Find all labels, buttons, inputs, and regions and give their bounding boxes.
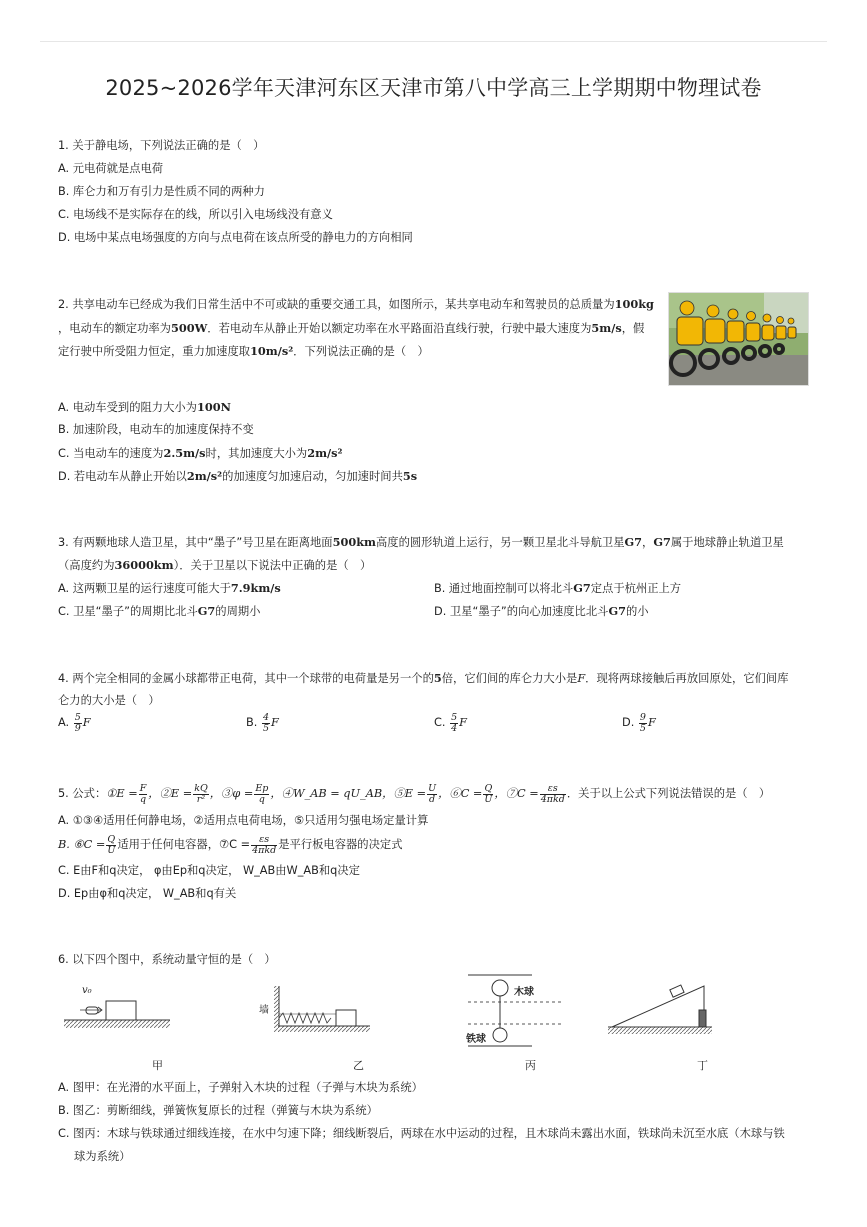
figure-ding bbox=[606, 980, 716, 1040]
q6-option-b: B. 图乙：剪断细线，弹簧恢复原长的过程（弹簧与木块为系统） bbox=[58, 1104, 378, 1117]
q6-option-c-line1: C. 图丙：木球与铁球通过细线连接，在水中匀速下降；细线断裂后，两球在水中运动的过程，且木球尚未露出水面，铁球尚未沉至水底（木球与铁 bbox=[58, 1127, 785, 1140]
q3-option-d: D. 卫星“墨子”的向心加速度比北斗G7的小 bbox=[434, 604, 649, 618]
q2-option-a: A. 电动车受到的阻力大小为100N bbox=[58, 400, 231, 414]
q2-stem-line2: ，电动车的额定功率为500W．若电动车从静止开始以额定功率在水平路面沿直线行驶，行驶中最大速度为5m/s，假 bbox=[58, 321, 645, 335]
q3-stem-line2: （高度约为36000km）．关于卫星以下说法中正确的是（ ） bbox=[58, 558, 372, 572]
q2-option-d: D. 若电动车从静止开始以2m/s²的加速度匀加速启动，匀加速时间共5s bbox=[58, 469, 418, 483]
q2-option-b: B. 加速阶段，电动车的加速度保持不变 bbox=[58, 423, 254, 436]
wall-label: 墙 bbox=[259, 1005, 269, 1016]
q2-stem-line3: 定行驶中所受阻力恒定，重力加速度取10m/s²．下列说法正确的是（ ） bbox=[58, 344, 429, 358]
q3-option-b: B. 通过地面控制可以将北斗G7定点于杭州正上方 bbox=[434, 581, 682, 595]
iron-ball-label: 铁球 bbox=[466, 1034, 486, 1045]
figure-label-yi: 乙 bbox=[353, 1059, 364, 1072]
v0-label: v₀ bbox=[82, 985, 92, 996]
page-title: 2025~2026学年天津河东区天津市第八中学高三上学期期中物理试卷 bbox=[105, 76, 762, 100]
q1-stem: 1. 关于静电场，下列说法正确的是（ ） bbox=[58, 139, 265, 152]
q4-option-c: C. $\frac{5}{4}$ F bbox=[434, 711, 467, 734]
q2-stem-line1: 2. 共享电动车已经成为我们日常生活中不可或缺的重要交通工具，如图所示，某共享电动车和驾驶员的总质量为100kg bbox=[58, 297, 654, 311]
q6-option-c-line2: 球为系统） bbox=[74, 1150, 131, 1163]
q3-option-a: A. 这两颗卫星的运行速度可能大于7.9km/s bbox=[58, 581, 281, 595]
figure-yi bbox=[258, 984, 373, 1034]
shared-e-bikes-photo bbox=[668, 292, 809, 386]
figure-label-jia: 甲 bbox=[152, 1059, 163, 1072]
q4-stem-line2: 仑力的大小是（ ） bbox=[58, 694, 160, 707]
q5-stem: 5. 公式：①E = $\frac{F}{q}$ ，②E = $\frac{kQ}{\text{r²}}$ ，③φ = $\frac{Ep}{q}$ ，④W_AB = qU_AB，⑤E = $\frac{U}{d}$ ，⑥C = $\frac{Q}{U}$ ，⑦C = $\frac{\varepsilon s}{\text{4πkd}}$ ．关于以上公式下列说法错误的是（ ） bbox=[58, 782, 771, 805]
q4-option-d: D. $\frac{9}{5}$ F bbox=[622, 711, 656, 734]
q1-option-d: D. 电场中某点电场强度的方向与点电荷在该点所受的静电力的方向相同 bbox=[58, 231, 413, 244]
q2-option-c: C. 当电动车的速度为2.5m/s时，其加速度大小为2m/s² bbox=[58, 446, 343, 460]
q5-option-a: A. ①③④适用任何静电场，②适用点电荷电场，⑤只适用匀强电场定量计算 bbox=[58, 814, 429, 827]
figure-label-bing: 丙 bbox=[525, 1059, 536, 1072]
q4-stem-line1: 4. 两个完全相同的金属小球都带正电荷，其中一个球带的电荷量是另一个的5倍，它们间的库仑力大小是F．现将两球接触后再放回原处，它们间库 bbox=[58, 671, 789, 685]
figure-jia bbox=[62, 984, 172, 1032]
figure-bing bbox=[466, 972, 566, 1048]
q4-option-a: A. $\frac{5}{9}$ F bbox=[58, 711, 91, 734]
q1-option-b: B. 库仑力和万有引力是性质不同的两种力 bbox=[58, 185, 265, 198]
q3-stem-line1: 3. 有两颗地球人造卫星，其中“墨子”号卫星在距离地面500km高度的圆形轨道上运行，另一颗卫星北斗导航卫星G7，G7属于地球静止轨道卫星 bbox=[58, 535, 784, 549]
top-divider bbox=[40, 41, 827, 42]
q1-option-c: C. 电场线不是实际存在的线，所以引入电场线没有意义 bbox=[58, 208, 333, 221]
q5-option-b: B. ⑥C = $\frac{Q}{U}$ 适用于任何电容器，⑦C = $\frac{\varepsilon s}{\text{4πkd}}$ 是平行板电容器的决定式 bbox=[58, 833, 403, 856]
q6-stem: 6. 以下四个图中，系统动量守恒的是（ ） bbox=[58, 953, 276, 966]
q6-option-a: A. 图甲：在光滑的水平面上，子弹射入木块的过程（子弹与木块为系统） bbox=[58, 1081, 423, 1094]
q4-option-b: B. $\frac{4}{5}$ F bbox=[246, 711, 279, 734]
figure-label-ding: 丁 bbox=[697, 1059, 708, 1072]
q3-option-c: C. 卫星“墨子”的周期比北斗G7的周期小 bbox=[58, 604, 261, 618]
q5-option-d: D. Ep由φ和q决定， W_AB和q有关 bbox=[58, 887, 237, 900]
wood-ball-label: 木球 bbox=[514, 987, 534, 998]
q5-option-c: C. E由F和q决定， φ由Ep和q决定， W_AB由W_AB和q决定 bbox=[58, 864, 360, 877]
q1-option-a: A. 元电荷就是点电荷 bbox=[58, 162, 164, 175]
